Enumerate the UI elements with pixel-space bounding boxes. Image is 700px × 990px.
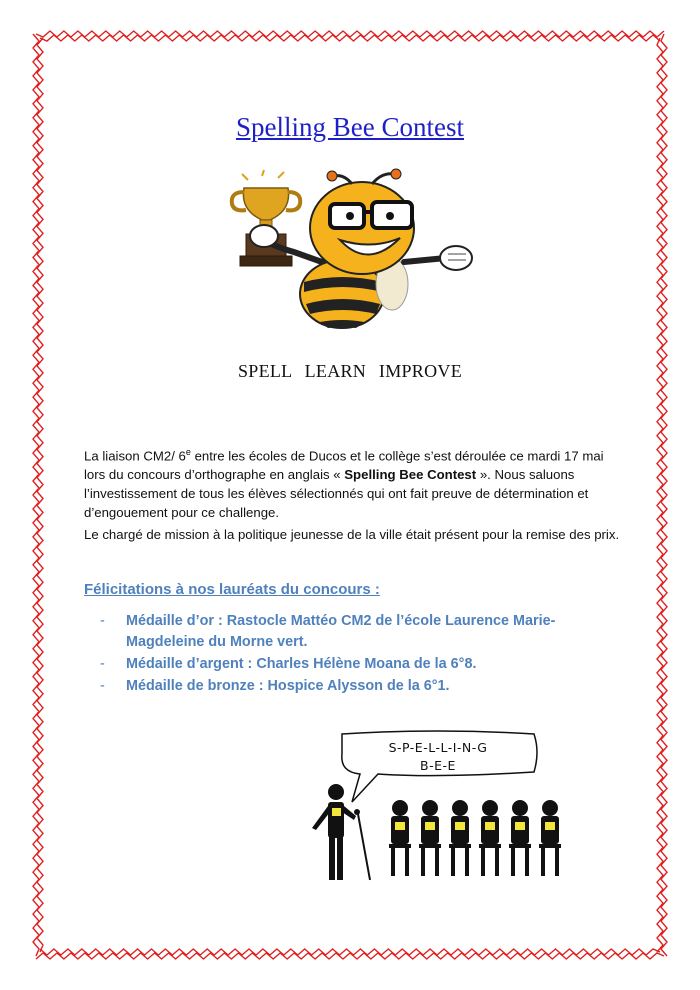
border-segment <box>657 38 663 952</box>
bubble-line-1: S-P-E-L-L-I-N-G <box>388 740 488 755</box>
contestant-figure <box>539 800 561 876</box>
winner-silver <box>100 654 600 675</box>
list-bullet: - <box>100 656 105 672</box>
intro-part1: La liaison CM2/ 6 <box>84 448 186 464</box>
intro-paragraph <box>84 443 624 522</box>
border-segment <box>40 949 660 955</box>
motto: SPELL LEARN IMPROVE <box>237 361 463 381</box>
winner-gold-text: Médaille d’or : Rastocle Mattéo CM2 de l’école Laurence Marie-Magdeleine du Morne vert. <box>126 613 556 650</box>
contestant-figure <box>509 800 531 876</box>
winner-bronze <box>100 676 600 697</box>
intro-sup: e <box>185 447 191 457</box>
intro-part2: entre les écoles de Ducos et le collège s’est déroulée ce mardi 17 mai lors du concours d’orthographe en anglais « <box>84 448 604 483</box>
laureats-heading: Félicitations à nos lauréats du concours : <box>84 581 380 598</box>
winner-bronze-text: Médaille de bronze : Hospice Alysson de la 6°1. <box>126 678 450 694</box>
intro-bold-contest: Spelling Bee Contest <box>344 467 477 483</box>
contestant-figure <box>389 800 411 876</box>
bee-trophy-illustration <box>222 166 484 330</box>
list-bullet: - <box>100 678 105 694</box>
bee-mascot <box>300 169 414 328</box>
intro-part3: ». Nous saluons l’investissement de tous les élèves sélectionnés qui ont fait preuve de détermination et d’engouement pour ce challenge. <box>84 467 589 521</box>
contestant-figure <box>449 800 471 876</box>
border-segment <box>40 35 660 41</box>
contestant-figure <box>479 800 501 876</box>
winner-silver-text: Médaille d’argent : Charles Hélène Moana de la 6°8. <box>126 656 477 672</box>
bubble-line-2: B-E-E <box>420 758 456 773</box>
contest-scene <box>300 782 570 882</box>
border-segment <box>37 38 43 952</box>
list-bullet: - <box>100 613 105 629</box>
contestant-figure <box>419 800 441 876</box>
prize-paragraph: Le chargé de mission à la politique jeunesse de la ville était présent pour la remise des prix. <box>84 527 620 542</box>
page-title: Spelling Bee Contest <box>236 112 464 142</box>
contestant-silhouettes <box>389 800 561 876</box>
speaker-figure <box>312 784 370 880</box>
winners-list <box>100 611 600 698</box>
winner-gold <box>100 611 600 653</box>
